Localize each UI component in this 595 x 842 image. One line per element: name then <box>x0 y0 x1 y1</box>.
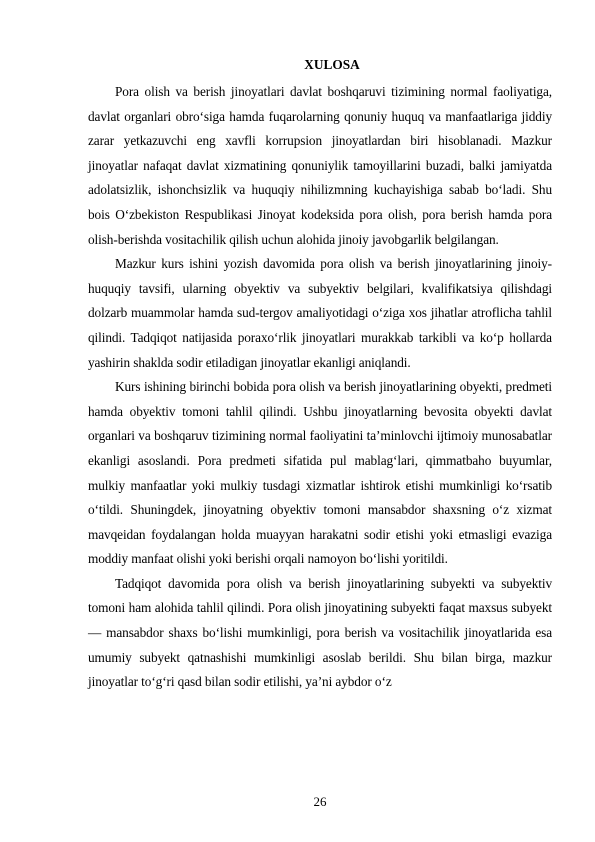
page-number: 26 <box>313 794 327 809</box>
paragraph-2: Mazkur kurs ishini yozish davomida pora olish va berish jinoyatlarining jinoiy-huquqiy tavsifi, ularning obyektiv va subyektiv belgilari, kvalifikatsiya qilishdagi dolzarb muammolar hamda sud-tergov amaliyotidagi o‘ziga xos jihatlar atroflicha tahlil qilindi. Tadqiqot natijasida poraxo‘rlik jinoyatlari murakkab tarkibli va ko‘p hollarda yashirin shaklda sodir etiladigan jinoyatlar ekanligi aniqlandi. <box>88 256 552 370</box>
section-title: XULOSA <box>304 57 360 72</box>
paragraph-1: Pora olish va berish jinoyatlari davlat boshqaruvi tizimining normal faoliyatiga, davlat organlari obro‘siga hamda fuqarolarning qonuniy huquq va manfaatlariga jiddiy zarar yetkazuvchi eng xavfli korrupsion jinoyatlardan biri hisoblanadi. Mazkur jinoyatlar nafaqat davlat xizmatining qonuniylik tamoyillarini buzadi, balki jamiyatda adolatsizlik, ishonchsizlik va huquqiy nihilizmning kuchayishiga sabab bo‘ladi. Shu bois O‘zbekiston Respublikasi Jinoyat kodeksida pora olish, pora berish hamda pora olish-berishda vositachilik qilish uchun alohida jinoiy javobgarlik belgilangan. <box>88 84 552 247</box>
paragraph-3: Kurs ishining birinchi bobida pora olish va berish jinoyatlarining obyekti, predmeti hamda obyektiv tomoni tahlil qilindi. Ushbu jinoyatlarning bevosita obyekti davlat organlari va boshqaruv tizimining normal faoliyatini ta’minlovchi ijtimoiy munosabatlar ekanligi asoslandi. Pora predmeti sifatida pul mablag‘lari, qimmatbaho buyumlar, mulkiy manfaatlar yoki mulkiy tusdagi xizmatlar ishtirok etishi mumkinligi ko‘rsatib o‘tildi. Shuningdek, jinoyatning obyektiv tomoni mansabdor shaxsning o‘z xizmat mavqeidan foydalangan holda muayyan harakatni sodir etishi yoki etmasligi evaziga moddiy manfaat olishi yoki berishi orqali namoyon bo‘lishi yoritildi. <box>88 379 552 567</box>
paragraph-4: Tadqiqot davomida pora olish va berish jinoyatlarining subyekti va subyektiv tomoni ham alohida tahlil qilindi. Pora olish jinoyatining subyekti faqat maxsus subyekt — mansabdor shaxs bo‘lishi mumkinligi, pora berish va vositachilik jinoyatlarida esa umumiy subyekt qatnashishi mumkinligi asoslab berildi. Shu bilan birga, mazkur jinoyatlar to‘g‘ri qasd bilan sodir etilishi, ya’ni aybdor o‘z <box>88 575 552 690</box>
body-text <box>88 80 552 695</box>
